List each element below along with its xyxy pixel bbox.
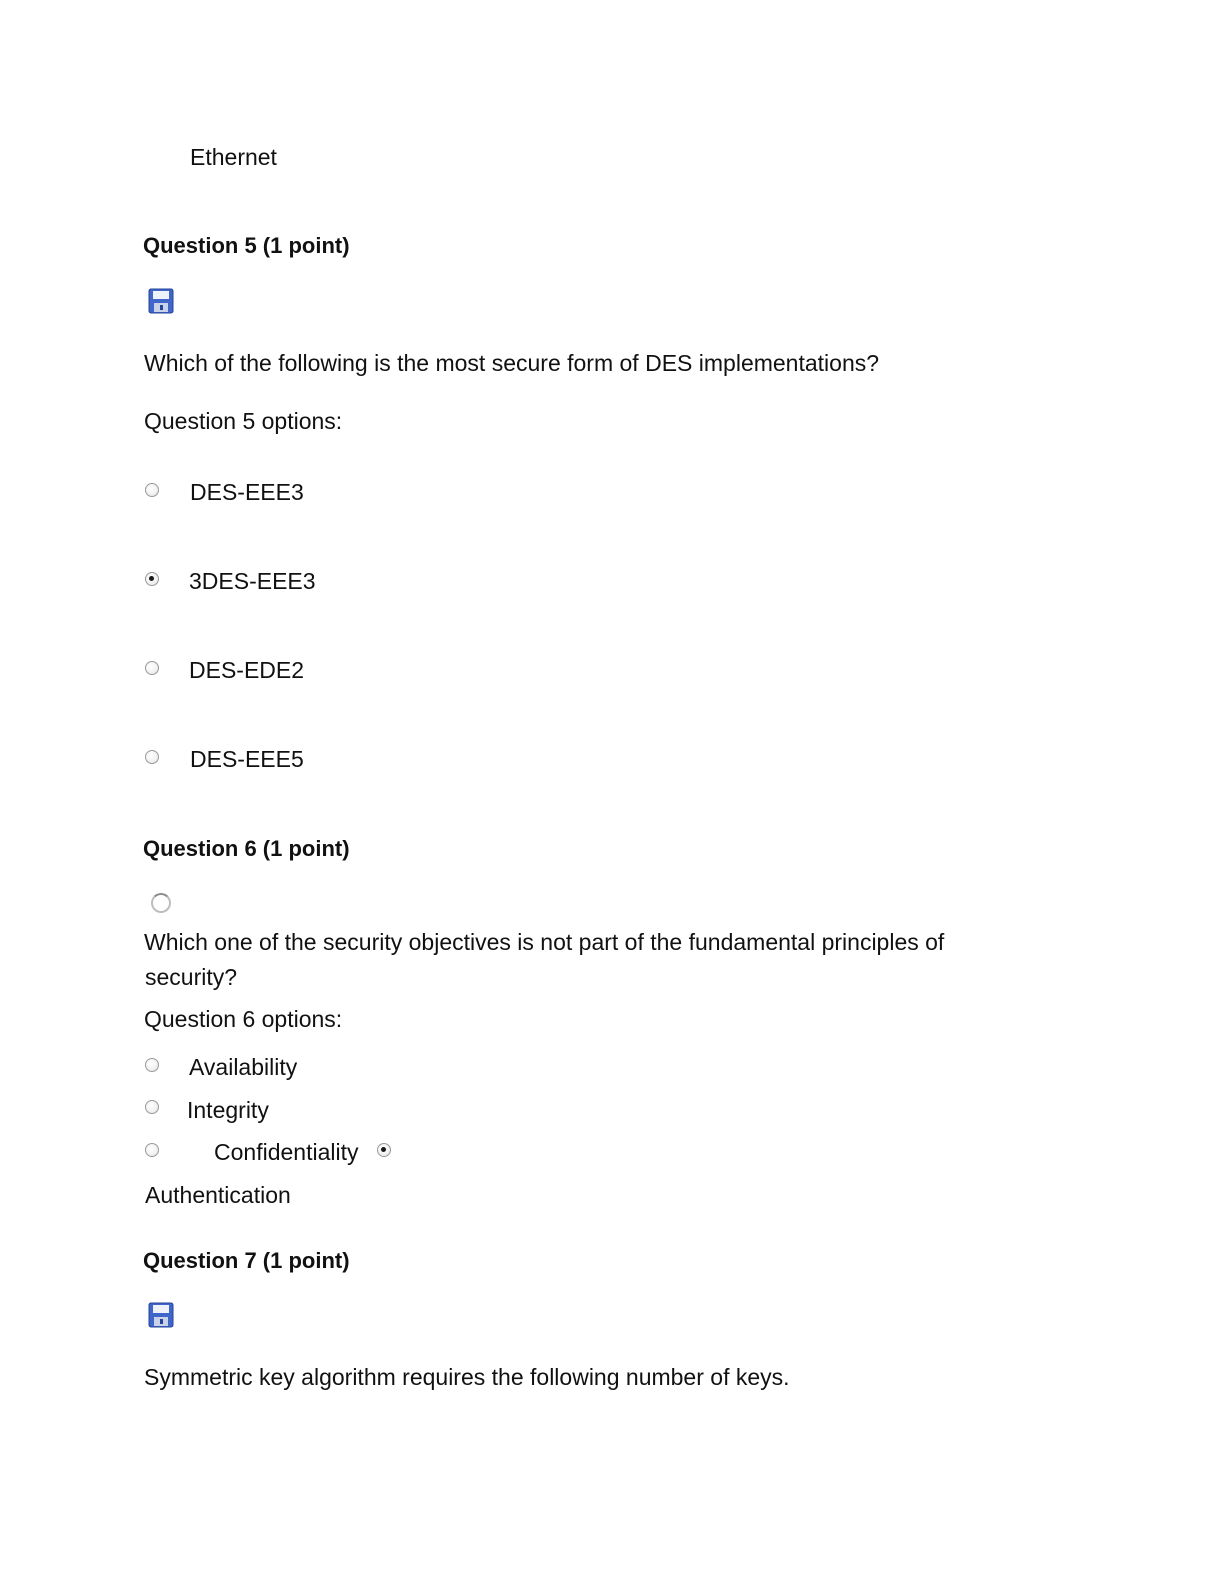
previous-option-label: Ethernet xyxy=(190,144,277,170)
q6-option-2-label: Integrity xyxy=(187,1097,269,1123)
question-6-prompt-line-2: security? xyxy=(145,964,238,990)
save-icon[interactable] xyxy=(148,1302,174,1328)
q5-option-2-radio[interactable] xyxy=(145,572,159,586)
q6-option-4-radio[interactable] xyxy=(377,1143,391,1157)
loading-spinner-icon xyxy=(151,893,171,913)
q6-option-4-label: Authentication xyxy=(145,1182,291,1208)
q5-option-1-radio[interactable] xyxy=(145,483,159,497)
question-7-heading: Question 7 (1 point) xyxy=(143,1248,350,1273)
q6-option-3-radio[interactable] xyxy=(145,1143,159,1157)
q6-option-3-label: Confidentiality xyxy=(214,1139,359,1165)
question-7-prompt: Symmetric key algorithm requires the following number of keys. xyxy=(144,1364,790,1390)
q5-option-3-label: DES-EDE2 xyxy=(189,657,305,683)
question-6-prompt-line-1: Which one of the security objectives is not part of the fundamental principles of xyxy=(144,929,945,955)
q5-option-1-label: DES-EEE3 xyxy=(190,479,304,505)
question-6-heading: Question 6 (1 point) xyxy=(143,836,350,861)
q5-option-2-label: 3DES-EEE3 xyxy=(189,568,316,594)
q6-option-2-radio[interactable] xyxy=(145,1100,159,1114)
q6-option-1-radio[interactable] xyxy=(145,1058,159,1072)
question-5-prompt: Which of the following is the most secure form of DES implementations? xyxy=(144,350,880,376)
question-5-heading: Question 5 (1 point) xyxy=(143,233,350,258)
question-5-options-label: Question 5 options: xyxy=(144,408,343,434)
q5-option-4-label: DES-EEE5 xyxy=(190,746,304,772)
question-6-options-label: Question 6 options: xyxy=(144,1006,343,1032)
q6-option-1-label: Availability xyxy=(189,1054,298,1080)
q5-option-3-radio[interactable] xyxy=(145,661,159,675)
q5-option-4-radio[interactable] xyxy=(145,750,159,764)
save-icon[interactable] xyxy=(148,288,174,314)
